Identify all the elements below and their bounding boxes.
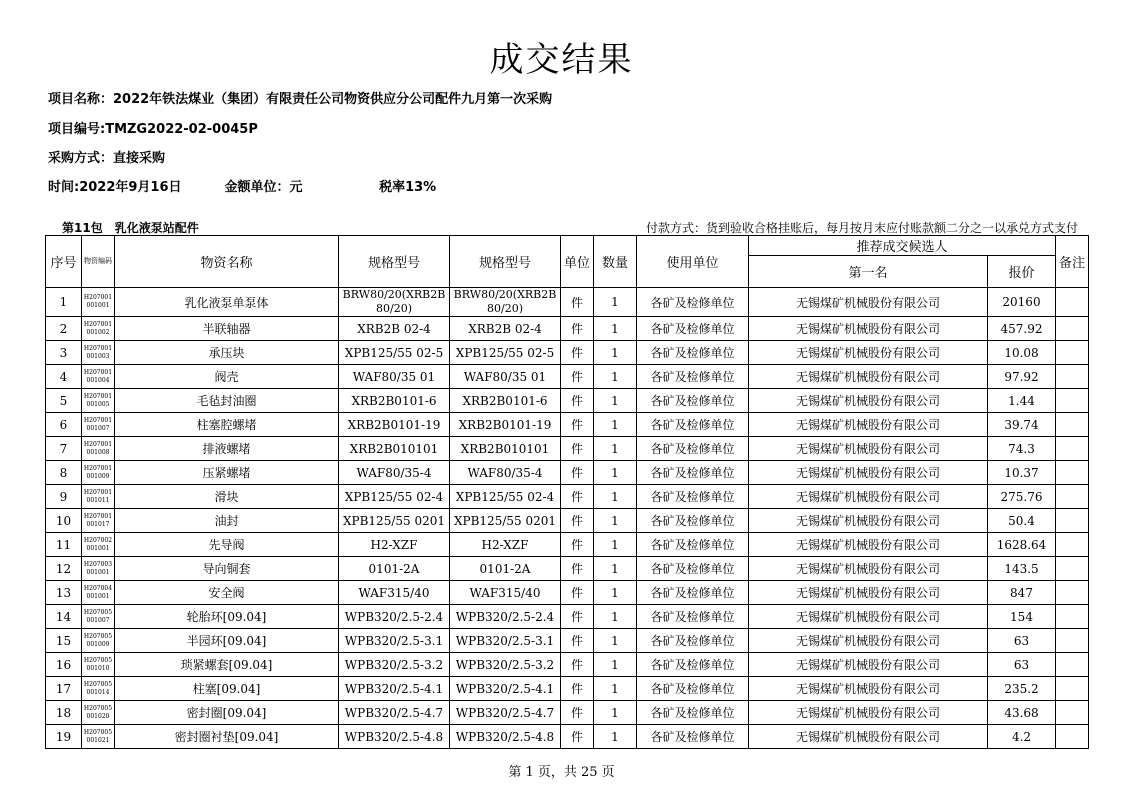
cell-unit: 件 (561, 317, 594, 341)
cell-supplier: 无锡煤矿机械股份有限公司 (749, 365, 988, 389)
cell-price: 74.3 (988, 437, 1056, 461)
cell-price: 275.76 (988, 485, 1056, 509)
cell-quantity: 1 (594, 725, 637, 749)
header-unit: 单位 (561, 236, 594, 288)
table-row (46, 557, 1089, 581)
cell-spec-2: XPB125/55 0201 (450, 509, 561, 533)
cell-price: 39.74 (988, 413, 1056, 437)
cell-remark (1056, 485, 1089, 509)
cell-seq: 4 (46, 365, 82, 389)
cell-user-unit: 各矿及检修单位 (637, 389, 749, 413)
cell-price: 63 (988, 629, 1056, 653)
table-row (46, 533, 1089, 557)
cell-spec-1: WPB320/2.5-4.7 (339, 701, 450, 725)
cell-spec-2: XRB2B0101-19 (450, 413, 561, 437)
cell-spec-1: H2-XZF (339, 533, 450, 557)
cell-spec-2: BRW80/20(XRB2B 80/20) (450, 288, 561, 317)
cell-spec-1: WPB320/2.5-3.2 (339, 653, 450, 677)
cell-price: 847 (988, 581, 1056, 605)
cell-price: 50.4 (988, 509, 1056, 533)
cell-name: 轮胎环[09.04] (115, 605, 339, 629)
cell-spec-2: WAF315/40 (450, 581, 561, 605)
cell-name: 密封圈[09.04] (115, 701, 339, 725)
table-row (46, 629, 1089, 653)
cell-spec-1: XPB125/55 02-4 (339, 485, 450, 509)
table-row (46, 437, 1089, 461)
cell-seq: 14 (46, 605, 82, 629)
cell-unit: 件 (561, 461, 594, 485)
cell-code: H207001 001003 (82, 341, 115, 365)
cell-remark (1056, 317, 1089, 341)
cell-name: 毛毡封油圈 (115, 389, 339, 413)
cell-seq: 8 (46, 461, 82, 485)
cell-code: H207005 001014 (82, 677, 115, 701)
cell-spec-1: XPB125/55 02-5 (339, 341, 450, 365)
cell-seq: 9 (46, 485, 82, 509)
cell-code: H207001 001017 (82, 509, 115, 533)
cell-seq: 17 (46, 677, 82, 701)
header-price: 报价 (988, 256, 1056, 288)
cell-price: 97.92 (988, 365, 1056, 389)
cell-code: H207002 001001 (82, 533, 115, 557)
table-row (46, 701, 1089, 725)
cell-unit: 件 (561, 677, 594, 701)
cell-spec-1: XRB2B010101 (339, 437, 450, 461)
header-code: 物资编码 (82, 236, 115, 288)
cell-supplier: 无锡煤矿机械股份有限公司 (749, 485, 988, 509)
cell-spec-2: WPB320/2.5-4.1 (450, 677, 561, 701)
cell-spec-1: WPB320/2.5-2.4 (339, 605, 450, 629)
cell-spec-1: WAF80/35-4 (339, 461, 450, 485)
cell-supplier: 无锡煤矿机械股份有限公司 (749, 341, 988, 365)
cell-quantity: 1 (594, 288, 637, 317)
cell-spec-1: WPB320/2.5-3.1 (339, 629, 450, 653)
cell-spec-1: 0101-2A (339, 557, 450, 581)
cell-user-unit: 各矿及检修单位 (637, 461, 749, 485)
cell-spec-2: WPB320/2.5-4.8 (450, 725, 561, 749)
cell-unit: 件 (561, 629, 594, 653)
cell-user-unit: 各矿及检修单位 (637, 605, 749, 629)
cell-remark (1056, 677, 1089, 701)
cell-remark (1056, 557, 1089, 581)
cell-unit: 件 (561, 653, 594, 677)
cell-quantity: 1 (594, 557, 637, 581)
cell-quantity: 1 (594, 629, 637, 653)
cell-user-unit: 各矿及检修单位 (637, 288, 749, 317)
cell-name: 阀壳 (115, 365, 339, 389)
table-row (46, 288, 1089, 317)
cell-name: 压紧螺堵 (115, 461, 339, 485)
cell-supplier: 无锡煤矿机械股份有限公司 (749, 288, 988, 317)
results-table (45, 235, 1089, 749)
cell-seq: 6 (46, 413, 82, 437)
cell-user-unit: 各矿及检修单位 (637, 509, 749, 533)
cell-user-unit: 各矿及检修单位 (637, 629, 749, 653)
cell-remark (1056, 509, 1089, 533)
cell-supplier: 无锡煤矿机械股份有限公司 (749, 317, 988, 341)
cell-supplier: 无锡煤矿机械股份有限公司 (749, 629, 988, 653)
cell-price: 154 (988, 605, 1056, 629)
cell-unit: 件 (561, 413, 594, 437)
cell-seq: 10 (46, 509, 82, 533)
cell-unit: 件 (561, 288, 594, 317)
table-row (46, 413, 1089, 437)
currency-unit: 金额单位：元 (224, 180, 303, 195)
cell-code: H207001 001001 (82, 288, 115, 317)
cell-price: 143.5 (988, 557, 1056, 581)
cell-unit: 件 (561, 437, 594, 461)
cell-seq: 2 (46, 317, 82, 341)
meta-row (48, 176, 436, 195)
cell-supplier: 无锡煤矿机械股份有限公司 (749, 581, 988, 605)
cell-seq: 13 (46, 581, 82, 605)
cell-supplier: 无锡煤矿机械股份有限公司 (749, 533, 988, 557)
cell-supplier: 无锡煤矿机械股份有限公司 (749, 653, 988, 677)
cell-supplier: 无锡煤矿机械股份有限公司 (749, 389, 988, 413)
cell-price: 63 (988, 653, 1056, 677)
package-title: 第11包 乳化液泵站配件 (62, 221, 199, 235)
cell-price: 457.92 (988, 317, 1056, 341)
cell-unit: 件 (561, 389, 594, 413)
cell-seq: 11 (46, 533, 82, 557)
cell-price: 235.2 (988, 677, 1056, 701)
cell-spec-2: H2-XZF (450, 533, 561, 557)
cell-unit: 件 (561, 365, 594, 389)
cell-spec-2: XRB2B 02-4 (450, 317, 561, 341)
cell-spec-1: XRB2B0101-6 (339, 389, 450, 413)
cell-unit: 件 (561, 509, 594, 533)
cell-quantity: 1 (594, 365, 637, 389)
cell-spec-1: WAF80/35 01 (339, 365, 450, 389)
cell-quantity: 1 (594, 653, 637, 677)
cell-unit: 件 (561, 557, 594, 581)
cell-quantity: 1 (594, 389, 637, 413)
page-footer: 第 1 页，共 25 页 (508, 765, 615, 780)
cell-code: H207005 001009 (82, 629, 115, 653)
cell-price: 10.08 (988, 341, 1056, 365)
cell-spec-1: XRB2B 02-4 (339, 317, 450, 341)
cell-spec-1: WAF315/40 (339, 581, 450, 605)
table-row (46, 365, 1089, 389)
cell-user-unit: 各矿及检修单位 (637, 653, 749, 677)
cell-name: 排液螺堵 (115, 437, 339, 461)
cell-seq: 19 (46, 725, 82, 749)
table-header (46, 236, 1089, 288)
cell-user-unit: 各矿及检修单位 (637, 317, 749, 341)
cell-user-unit: 各矿及检修单位 (637, 581, 749, 605)
cell-code: H207001 001004 (82, 365, 115, 389)
cell-spec-2: WAF80/35 01 (450, 365, 561, 389)
cell-remark (1056, 629, 1089, 653)
cell-remark (1056, 653, 1089, 677)
cell-supplier: 无锡煤矿机械股份有限公司 (749, 701, 988, 725)
header-seq: 序号 (46, 236, 82, 288)
cell-name: 滑块 (115, 485, 339, 509)
cell-remark (1056, 437, 1089, 461)
cell-supplier: 无锡煤矿机械股份有限公司 (749, 677, 988, 701)
table-row (46, 509, 1089, 533)
cell-supplier: 无锡煤矿机械股份有限公司 (749, 461, 988, 485)
cell-user-unit: 各矿及检修单位 (637, 701, 749, 725)
cell-quantity: 1 (594, 509, 637, 533)
cell-name: 承压块 (115, 341, 339, 365)
table-row (46, 389, 1089, 413)
cell-spec-2: XRB2B0101-6 (450, 389, 561, 413)
cell-spec-2: WPB320/2.5-3.2 (450, 653, 561, 677)
cell-remark (1056, 413, 1089, 437)
cell-price: 4.2 (988, 725, 1056, 749)
cell-user-unit: 各矿及检修单位 (637, 437, 749, 461)
cell-spec-2: WPB320/2.5-2.4 (450, 605, 561, 629)
table-row (46, 677, 1089, 701)
table-row (46, 653, 1089, 677)
cell-spec-1: BRW80/20(XRB2B 80/20) (339, 288, 450, 317)
table-row (46, 317, 1089, 341)
cell-user-unit: 各矿及检修单位 (637, 557, 749, 581)
cell-seq: 18 (46, 701, 82, 725)
project-name: 项目名称：2022年铁法煤业（集团）有限责任公司物资供应分公司配件九月第一次采购 (48, 92, 553, 107)
cell-seq: 7 (46, 437, 82, 461)
cell-unit: 件 (561, 725, 594, 749)
header-remark: 备注 (1056, 236, 1089, 288)
cell-name: 先导阀 (115, 533, 339, 557)
cell-quantity: 1 (594, 341, 637, 365)
cell-user-unit: 各矿及检修单位 (637, 365, 749, 389)
cell-spec-2: 0101-2A (450, 557, 561, 581)
cell-supplier: 无锡煤矿机械股份有限公司 (749, 557, 988, 581)
cell-supplier: 无锡煤矿机械股份有限公司 (749, 605, 988, 629)
cell-unit: 件 (561, 341, 594, 365)
cell-name: 柱塞腔螺堵 (115, 413, 339, 437)
cell-remark (1056, 341, 1089, 365)
cell-quantity: 1 (594, 413, 637, 437)
cell-user-unit: 各矿及检修单位 (637, 413, 749, 437)
cell-spec-2: XPB125/55 02-4 (450, 485, 561, 509)
cell-spec-2: XRB2B010101 (450, 437, 561, 461)
cell-code: H207001 001002 (82, 317, 115, 341)
header-recommended: 推荐成交候选人 (749, 236, 1056, 256)
header-spec-1: 规格型号 (339, 236, 450, 288)
cell-unit: 件 (561, 485, 594, 509)
cell-code: H207001 001009 (82, 461, 115, 485)
cell-spec-1: WPB320/2.5-4.1 (339, 677, 450, 701)
cell-user-unit: 各矿及检修单位 (637, 533, 749, 557)
cell-supplier: 无锡煤矿机械股份有限公司 (749, 725, 988, 749)
cell-quantity: 1 (594, 605, 637, 629)
cell-name: 乳化液泵单泵体 (115, 288, 339, 317)
payment-terms: 付款方式：货到验收合格挂账后，每月按月末应付账款额二分之一以承兑方式支付 (645, 221, 1078, 235)
cell-code: H207005 001021 (82, 725, 115, 749)
cell-user-unit: 各矿及检修单位 (637, 485, 749, 509)
cell-supplier: 无锡煤矿机械股份有限公司 (749, 437, 988, 461)
cell-code: H207005 001007 (82, 605, 115, 629)
cell-quantity: 1 (594, 317, 637, 341)
cell-remark (1056, 701, 1089, 725)
cell-spec-2: WAF80/35-4 (450, 461, 561, 485)
table-row (46, 485, 1089, 509)
cell-spec-2: WPB320/2.5-3.1 (450, 629, 561, 653)
cell-remark (1056, 389, 1089, 413)
cell-spec-1: XRB2B0101-19 (339, 413, 450, 437)
cell-quantity: 1 (594, 701, 637, 725)
cell-user-unit: 各矿及检修单位 (637, 725, 749, 749)
cell-supplier: 无锡煤矿机械股份有限公司 (749, 413, 988, 437)
table-body (46, 288, 1089, 749)
date: 时间:2022年9月16日 (48, 180, 182, 195)
cell-quantity: 1 (594, 485, 637, 509)
cell-remark (1056, 605, 1089, 629)
cell-remark (1056, 461, 1089, 485)
cell-seq: 15 (46, 629, 82, 653)
table-row (46, 581, 1089, 605)
cell-price: 1628.64 (988, 533, 1056, 557)
cell-spec-1: WPB320/2.5-4.8 (339, 725, 450, 749)
cell-unit: 件 (561, 701, 594, 725)
cell-remark (1056, 533, 1089, 557)
cell-quantity: 1 (594, 581, 637, 605)
cell-remark (1056, 581, 1089, 605)
document-title: 成交结果 (489, 40, 634, 80)
cell-seq: 3 (46, 341, 82, 365)
cell-supplier: 无锡煤矿机械股份有限公司 (749, 509, 988, 533)
header-first-place: 第一名 (749, 256, 988, 288)
cell-seq: 5 (46, 389, 82, 413)
cell-spec-2: WPB320/2.5-4.7 (450, 701, 561, 725)
cell-seq: 12 (46, 557, 82, 581)
tax-rate: 税率13% (379, 180, 437, 195)
table-row (46, 605, 1089, 629)
header-spec-2: 规格型号 (450, 236, 561, 288)
table-row (46, 341, 1089, 365)
cell-code: H207003 001001 (82, 557, 115, 581)
header-user-unit: 使用单位 (637, 236, 749, 288)
table-row (46, 461, 1089, 485)
cell-seq: 16 (46, 653, 82, 677)
cell-name: 导向铜套 (115, 557, 339, 581)
cell-price: 1.44 (988, 389, 1056, 413)
cell-price: 20160 (988, 288, 1056, 317)
header-name: 物资名称 (115, 236, 339, 288)
cell-code: H207001 001007 (82, 413, 115, 437)
cell-seq: 1 (46, 288, 82, 317)
header-quantity: 数量 (594, 236, 637, 288)
cell-name: 密封圈衬垫[09.04] (115, 725, 339, 749)
cell-code: H207001 001008 (82, 437, 115, 461)
cell-quantity: 1 (594, 461, 637, 485)
cell-unit: 件 (561, 581, 594, 605)
cell-user-unit: 各矿及检修单位 (637, 341, 749, 365)
cell-name: 琐紧螺套[09.04] (115, 653, 339, 677)
cell-name: 安全阀 (115, 581, 339, 605)
cell-price: 43.68 (988, 701, 1056, 725)
project-number: 项目编号:TMZG2022-02-0045P (48, 122, 258, 137)
cell-name: 柱塞[09.04] (115, 677, 339, 701)
cell-remark (1056, 725, 1089, 749)
cell-code: H207005 001020 (82, 701, 115, 725)
cell-quantity: 1 (594, 533, 637, 557)
cell-spec-2: XPB125/55 02-5 (450, 341, 561, 365)
purchase-method: 采购方式：直接采购 (48, 151, 166, 166)
cell-unit: 件 (561, 605, 594, 629)
cell-name: 半园环[09.04] (115, 629, 339, 653)
cell-code: H207004 001001 (82, 581, 115, 605)
table-row (46, 725, 1089, 749)
cell-code: H207005 001010 (82, 653, 115, 677)
cell-remark (1056, 365, 1089, 389)
cell-price: 10.37 (988, 461, 1056, 485)
cell-code: H207001 001005 (82, 389, 115, 413)
cell-quantity: 1 (594, 437, 637, 461)
cell-unit: 件 (561, 533, 594, 557)
cell-name: 半联轴器 (115, 317, 339, 341)
cell-remark (1056, 288, 1089, 317)
cell-code: H207001 001011 (82, 485, 115, 509)
cell-name: 油封 (115, 509, 339, 533)
cell-user-unit: 各矿及检修单位 (637, 677, 749, 701)
cell-quantity: 1 (594, 677, 637, 701)
cell-spec-1: XPB125/55 0201 (339, 509, 450, 533)
